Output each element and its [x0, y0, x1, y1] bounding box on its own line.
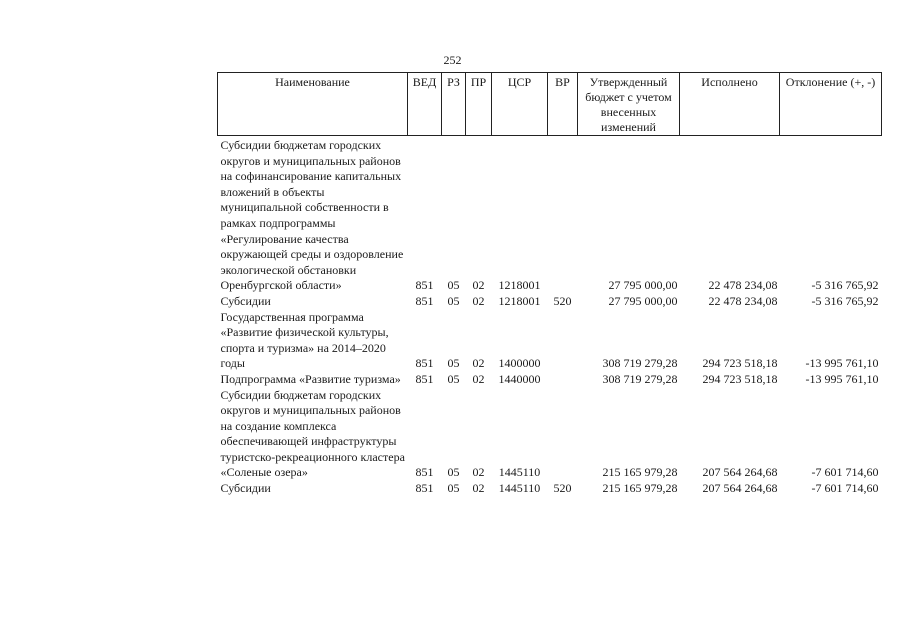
row-deviation: -5 316 765,92: [811, 293, 879, 308]
row-pr: 02: [472, 465, 485, 480]
row-csr: 1218001: [498, 293, 541, 308]
row-approved: 308 719 279,28: [602, 371, 678, 386]
row-vr: 520: [553, 481, 572, 496]
row-deviation: -5 316 765,92: [811, 278, 879, 293]
header-name: Наименование: [218, 73, 408, 136]
row-ved: 851: [415, 278, 434, 293]
row-ved: 851: [415, 481, 434, 496]
row-csr: 1440000: [498, 371, 541, 386]
row-executed: 22 478 234,08: [708, 293, 778, 308]
header-pr: ПР: [466, 73, 492, 136]
row-vr: [548, 372, 578, 388]
row-approved: 27 795 000,00: [608, 278, 678, 293]
row-name: Субсидии бюджетам городских округов и муниципальных районов на софинансирование капитальных вложений в объекты муниципальной собственности в рамках подпрограммы «Регулирование качества окружающей среды и оздоровление экологической обстановки Оренбургской области»: [220, 138, 404, 293]
row-csr: 1445110: [498, 481, 541, 496]
row-ved: 851: [415, 293, 434, 308]
row-executed: 294 723 518,18: [702, 371, 778, 386]
row-vr: [548, 388, 578, 482]
table-row: [218, 310, 882, 372]
row-deviation: -7 601 714,60: [811, 481, 879, 496]
row-rz: 05: [447, 465, 460, 480]
row-rz: 05: [447, 278, 460, 293]
row-rz: 05: [447, 371, 460, 386]
row-vr: [548, 136, 578, 294]
table-row: [218, 136, 882, 294]
row-pr: 02: [472, 481, 485, 496]
budget-table: [217, 72, 882, 497]
row-csr: 1400000: [498, 356, 541, 371]
row-executed: 22 478 234,08: [708, 278, 778, 293]
row-approved: 215 165 979,28: [602, 465, 678, 480]
page-number: 252: [443, 53, 462, 67]
table-row: [218, 372, 882, 388]
row-ved: 851: [415, 465, 434, 480]
table-header-row: [218, 73, 882, 136]
row-name: Субсидии: [220, 481, 271, 496]
header-csr: ЦСР: [492, 73, 548, 136]
row-ved: 851: [415, 371, 434, 386]
row-name: Подпрограмма «Развитие туризма»: [220, 371, 401, 386]
row-csr: 1445110: [498, 465, 541, 480]
row-executed: 207 564 264,68: [702, 481, 778, 496]
row-rz: 05: [447, 356, 460, 371]
row-csr: 1218001: [498, 278, 541, 293]
row-pr: 02: [472, 293, 485, 308]
row-executed: 207 564 264,68: [702, 465, 778, 480]
row-name: Субсидии: [220, 293, 271, 308]
row-pr: 02: [472, 356, 485, 371]
row-vr: [548, 310, 578, 372]
row-pr: 02: [472, 278, 485, 293]
header-executed: Исполнено: [680, 73, 780, 136]
table-row: [218, 388, 882, 482]
row-name: Субсидии бюджетам городских округов и муниципальных районов на создание комплекса обеспечивающей инфраструктуры туристско-рекреационного кластера «Соленые озера»: [220, 387, 405, 480]
header-ved: ВЕД: [408, 73, 442, 136]
row-deviation: -13 995 761,10: [805, 371, 879, 386]
table-row: [218, 294, 882, 310]
row-rz: 05: [447, 481, 460, 496]
row-executed: 294 723 518,18: [702, 356, 778, 371]
row-vr: 520: [553, 293, 572, 308]
header-vr: ВР: [548, 73, 578, 136]
row-ved: 851: [415, 356, 434, 371]
row-deviation: -13 995 761,10: [805, 356, 879, 371]
row-name: Государственная программа «Развитие физической культуры, спорта и туризма» на 2014–2020 годы: [220, 309, 389, 371]
row-approved: 308 719 279,28: [602, 356, 678, 371]
row-rz: 05: [447, 293, 460, 308]
header-deviation: Отклонение (+, -): [780, 73, 882, 136]
row-pr: 02: [472, 371, 485, 386]
row-approved: 215 165 979,28: [602, 481, 678, 496]
header-approved: Утвержденный бюджет с учетом внесенных изменений: [578, 73, 680, 136]
header-rz: РЗ: [442, 73, 466, 136]
table-row: [218, 481, 882, 497]
row-approved: 27 795 000,00: [608, 293, 678, 308]
row-deviation: -7 601 714,60: [811, 465, 879, 480]
